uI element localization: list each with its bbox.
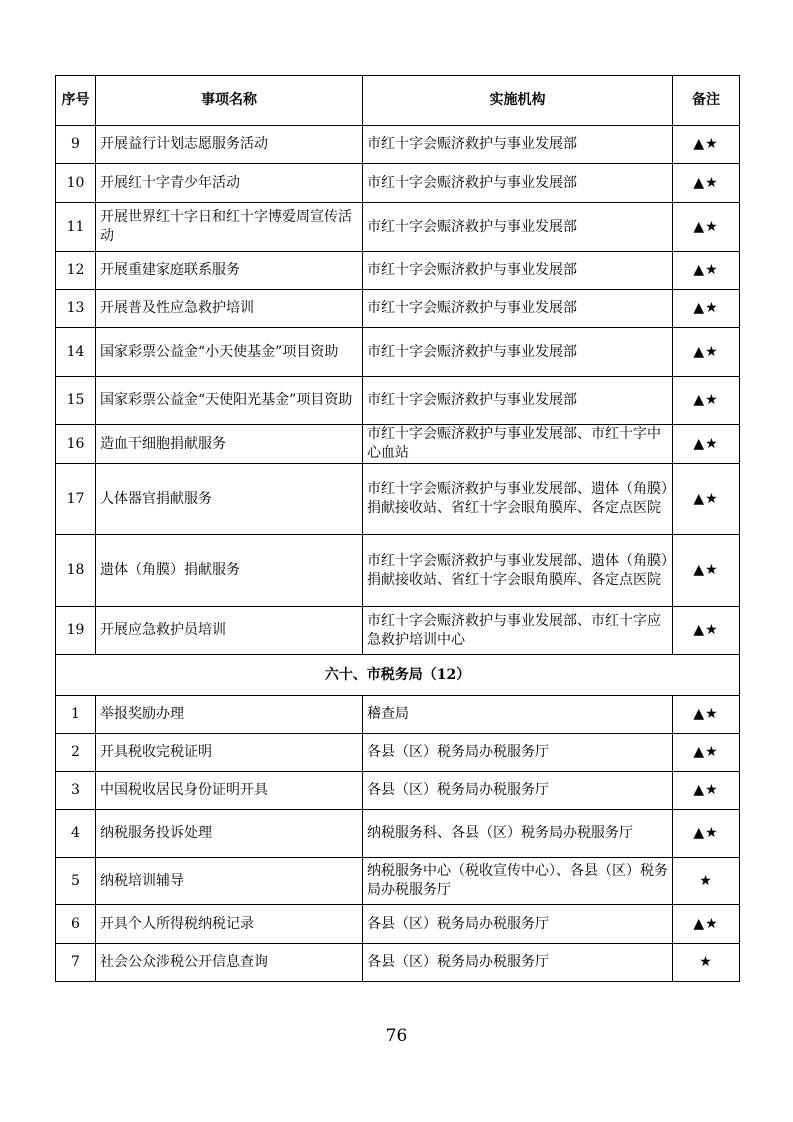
row-number: 7 bbox=[56, 944, 96, 982]
remark-symbols: ★ bbox=[673, 944, 740, 982]
item-name: 纳税服务投诉处理 bbox=[96, 810, 363, 858]
table-row bbox=[56, 328, 740, 377]
item-name: 开展普及性应急救护培训 bbox=[96, 290, 363, 328]
remark-symbols: ▲★ bbox=[673, 734, 740, 772]
item-name: 国家彩票公益金“小天使基金”项目资助 bbox=[96, 328, 363, 377]
item-name: 造血干细胞捐献服务 bbox=[96, 425, 363, 464]
header-remark: 备注 bbox=[673, 76, 740, 126]
agency-name: 各县（区）税务局办税服务厅 bbox=[363, 944, 673, 982]
agency-name: 市红十字会赈济救护与事业发展部 bbox=[363, 290, 673, 328]
page-number: 76 bbox=[385, 1026, 408, 1046]
header-agency: 实施机构 bbox=[363, 76, 673, 126]
table-header-row bbox=[56, 76, 740, 126]
item-name: 开展益行计划志愿服务活动 bbox=[96, 126, 363, 164]
table-row bbox=[56, 858, 740, 905]
item-name: 国家彩票公益金“天使阳光基金”项目资助 bbox=[96, 377, 363, 425]
table-row bbox=[56, 252, 740, 290]
remark-symbols: ▲★ bbox=[673, 252, 740, 290]
table-row bbox=[56, 535, 740, 607]
item-name: 开展世界红十字日和红十字博爱周宣传活动 bbox=[96, 203, 363, 252]
agency-name: 市红十字会赈济救护与事业发展部 bbox=[363, 252, 673, 290]
agency-name: 市红十字会赈济救护与事业发展部 bbox=[363, 126, 673, 164]
remark-symbols: ▲★ bbox=[673, 772, 740, 810]
table-row bbox=[56, 607, 740, 655]
item-name: 中国税收居民身份证明开具 bbox=[96, 772, 363, 810]
agency-name: 纳税服务科、各县（区）税务局办税服务厅 bbox=[363, 810, 673, 858]
agency-name: 市红十字会赈济救护与事业发展部 bbox=[363, 328, 673, 377]
row-number: 12 bbox=[56, 252, 96, 290]
remark-symbols: ▲★ bbox=[673, 425, 740, 464]
row-number: 1 bbox=[56, 696, 96, 734]
section-header-row bbox=[56, 655, 740, 696]
row-number: 19 bbox=[56, 607, 96, 655]
remark-symbols: ▲★ bbox=[673, 164, 740, 203]
row-number: 18 bbox=[56, 535, 96, 607]
agency-name: 市红十字会赈济救护与事业发展部 bbox=[363, 203, 673, 252]
agency-name: 纳税服务中心（税收宣传中心）、各县（区）税务局办税服务厅 bbox=[363, 858, 673, 905]
table-row bbox=[56, 734, 740, 772]
table-row bbox=[56, 290, 740, 328]
remark-symbols: ▲★ bbox=[673, 535, 740, 607]
item-name: 开具税收完税证明 bbox=[96, 734, 363, 772]
remark-symbols: ▲★ bbox=[673, 377, 740, 425]
agency-name: 稽查局 bbox=[363, 696, 673, 734]
item-name: 举报奖励办理 bbox=[96, 696, 363, 734]
item-name: 开展应急救护员培训 bbox=[96, 607, 363, 655]
table-row bbox=[56, 425, 740, 464]
remark-symbols: ▲★ bbox=[673, 203, 740, 252]
agency-name: 各县（区）税务局办税服务厅 bbox=[363, 734, 673, 772]
remark-symbols: ▲★ bbox=[673, 905, 740, 944]
row-number: 11 bbox=[56, 203, 96, 252]
table-row bbox=[56, 810, 740, 858]
agency-name: 市红十字会赈济救护与事业发展部 bbox=[363, 377, 673, 425]
item-name: 开具个人所得税纳税记录 bbox=[96, 905, 363, 944]
remark-symbols: ▲★ bbox=[673, 607, 740, 655]
row-number: 9 bbox=[56, 126, 96, 164]
table-row bbox=[56, 203, 740, 252]
row-number: 6 bbox=[56, 905, 96, 944]
item-name: 开展重建家庭联系服务 bbox=[96, 252, 363, 290]
agency-name: 各县（区）税务局办税服务厅 bbox=[363, 772, 673, 810]
table-row bbox=[56, 905, 740, 944]
table-row bbox=[56, 377, 740, 425]
agency-name: 市红十字会赈济救护与事业发展部、市红十字中心血站 bbox=[363, 425, 673, 464]
remark-symbols: ▲★ bbox=[673, 696, 740, 734]
remark-symbols: ▲★ bbox=[673, 328, 740, 377]
agency-name: 市红十字会赈济救护与事业发展部、遗体（角膜）捐献接收站、省红十字会眼角膜库、各定点医院 bbox=[363, 535, 673, 607]
row-number: 3 bbox=[56, 772, 96, 810]
table-row bbox=[56, 464, 740, 535]
row-number: 4 bbox=[56, 810, 96, 858]
agency-name: 各县（区）税务局办税服务厅 bbox=[363, 905, 673, 944]
agency-name: 市红十字会赈济救护与事业发展部、市红十字应急救护培训中心 bbox=[363, 607, 673, 655]
remark-symbols: ▲★ bbox=[673, 464, 740, 535]
table-row bbox=[56, 126, 740, 164]
row-number: 10 bbox=[56, 164, 96, 203]
row-number: 17 bbox=[56, 464, 96, 535]
remark-symbols: ▲★ bbox=[673, 810, 740, 858]
section-title: 六十、市税务局（12） bbox=[56, 655, 740, 696]
table-row bbox=[56, 772, 740, 810]
item-name: 遗体（角膜）捐献服务 bbox=[96, 535, 363, 607]
agency-name: 市红十字会赈济救护与事业发展部、遗体（角膜）捐献接收站、省红十字会眼角膜库、各定点医院 bbox=[363, 464, 673, 535]
item-name: 社会公众涉税公开信息查询 bbox=[96, 944, 363, 982]
item-name: 开展红十字青少年活动 bbox=[96, 164, 363, 203]
table-row bbox=[56, 696, 740, 734]
row-number: 16 bbox=[56, 425, 96, 464]
row-number: 14 bbox=[56, 328, 96, 377]
row-number: 13 bbox=[56, 290, 96, 328]
service-items-table bbox=[55, 75, 740, 982]
header-no: 序号 bbox=[56, 76, 96, 126]
remark-symbols: ★ bbox=[673, 858, 740, 905]
table-row bbox=[56, 164, 740, 203]
row-number: 2 bbox=[56, 734, 96, 772]
item-name: 纳税培训辅导 bbox=[96, 858, 363, 905]
header-name: 事项名称 bbox=[96, 76, 363, 126]
row-number: 5 bbox=[56, 858, 96, 905]
item-name: 人体器官捐献服务 bbox=[96, 464, 363, 535]
table-row bbox=[56, 944, 740, 982]
row-number: 15 bbox=[56, 377, 96, 425]
agency-name: 市红十字会赈济救护与事业发展部 bbox=[363, 164, 673, 203]
remark-symbols: ▲★ bbox=[673, 126, 740, 164]
remark-symbols: ▲★ bbox=[673, 290, 740, 328]
